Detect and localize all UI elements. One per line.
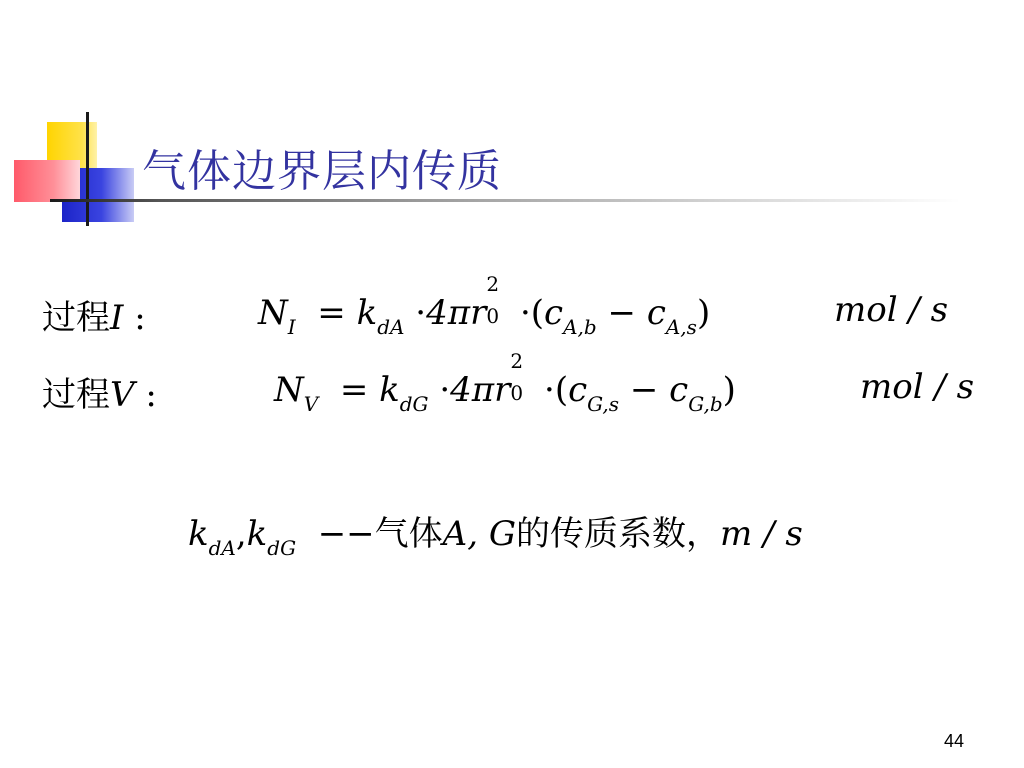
mass-transfer-coefficient: k — [356, 293, 378, 333]
radius-symbol: r — [494, 370, 511, 410]
process-label: 过程 — [42, 298, 110, 338]
coefficient-symbol: k — [246, 514, 268, 554]
flux-subscript: I — [287, 315, 296, 339]
left-paren: ( — [554, 370, 569, 410]
concentration-symbol: c — [646, 293, 666, 333]
coefficient-subscript: dA — [208, 536, 236, 560]
flux-symbol: N — [258, 293, 288, 333]
radius-subscript: 0 — [510, 381, 524, 405]
multiply-dot: · — [415, 293, 427, 333]
process-variable: I — [110, 298, 124, 338]
coefficient-definition — [188, 506, 803, 560]
flux-symbol: N — [274, 370, 304, 410]
radius-scripts — [486, 272, 500, 328]
process-variable: V — [110, 375, 135, 415]
equals-sign: = — [339, 370, 369, 410]
page-number: 44 — [943, 731, 964, 751]
decor-red-square — [14, 160, 80, 202]
concentration-subscript: A,s — [665, 315, 697, 339]
coefficient-symbol: k — [188, 514, 209, 554]
mass-transfer-coefficient: k — [379, 370, 400, 410]
concentration-symbol: c — [568, 370, 588, 410]
multiply-dot: · — [519, 293, 531, 333]
formula-process-i — [258, 272, 711, 339]
concentration-subscript: G,b — [688, 392, 723, 416]
process-label: 过程 — [42, 375, 110, 415]
dash-separator: −− — [317, 514, 375, 554]
right-paren: ) — [722, 370, 736, 410]
colon: : — [145, 375, 157, 415]
equation-process-i — [42, 290, 146, 339]
minus-sign: − — [607, 293, 636, 333]
radius-superscript: 2 — [486, 272, 500, 296]
four-pi: 4π — [450, 370, 495, 410]
radius-superscript: 2 — [510, 349, 524, 373]
concentration-subscript: A,b — [563, 315, 597, 339]
radius-scripts — [510, 349, 524, 405]
multiply-dot: · — [544, 370, 555, 410]
coefficient-subscript: dG — [267, 536, 297, 560]
left-paren: ( — [530, 293, 545, 333]
concentration-symbol: c — [544, 293, 564, 333]
colon: : — [134, 298, 146, 338]
equation-process-v — [42, 367, 157, 416]
comma: , — [235, 514, 247, 554]
slide-title: 气体边界层内传质 — [142, 146, 502, 197]
unit-process-i: mol / s — [834, 290, 949, 330]
multiply-dot: · — [439, 370, 451, 410]
four-pi: 4π — [426, 293, 471, 333]
flux-subscript: V — [303, 392, 319, 416]
definition-text: 的传质系数， — [516, 514, 721, 554]
coefficient-subscript: dA — [377, 315, 405, 339]
definition-unit: m / s — [720, 514, 803, 554]
radius-subscript: 0 — [486, 304, 500, 328]
title-underline — [50, 199, 960, 202]
coefficient-subscript: dG — [399, 392, 429, 416]
minus-sign: − — [629, 370, 659, 410]
concentration-symbol: c — [669, 370, 689, 410]
concentration-subscript: G,s — [587, 392, 620, 416]
right-paren: ) — [696, 293, 711, 333]
definition-text: 气体 — [374, 514, 443, 554]
decor-vertical-line — [86, 112, 89, 226]
unit-process-v: mol / s — [860, 367, 975, 407]
gas-species: A, G — [442, 514, 517, 554]
radius-symbol: r — [470, 293, 487, 333]
equals-sign: = — [317, 293, 346, 333]
formula-process-v — [274, 349, 736, 416]
